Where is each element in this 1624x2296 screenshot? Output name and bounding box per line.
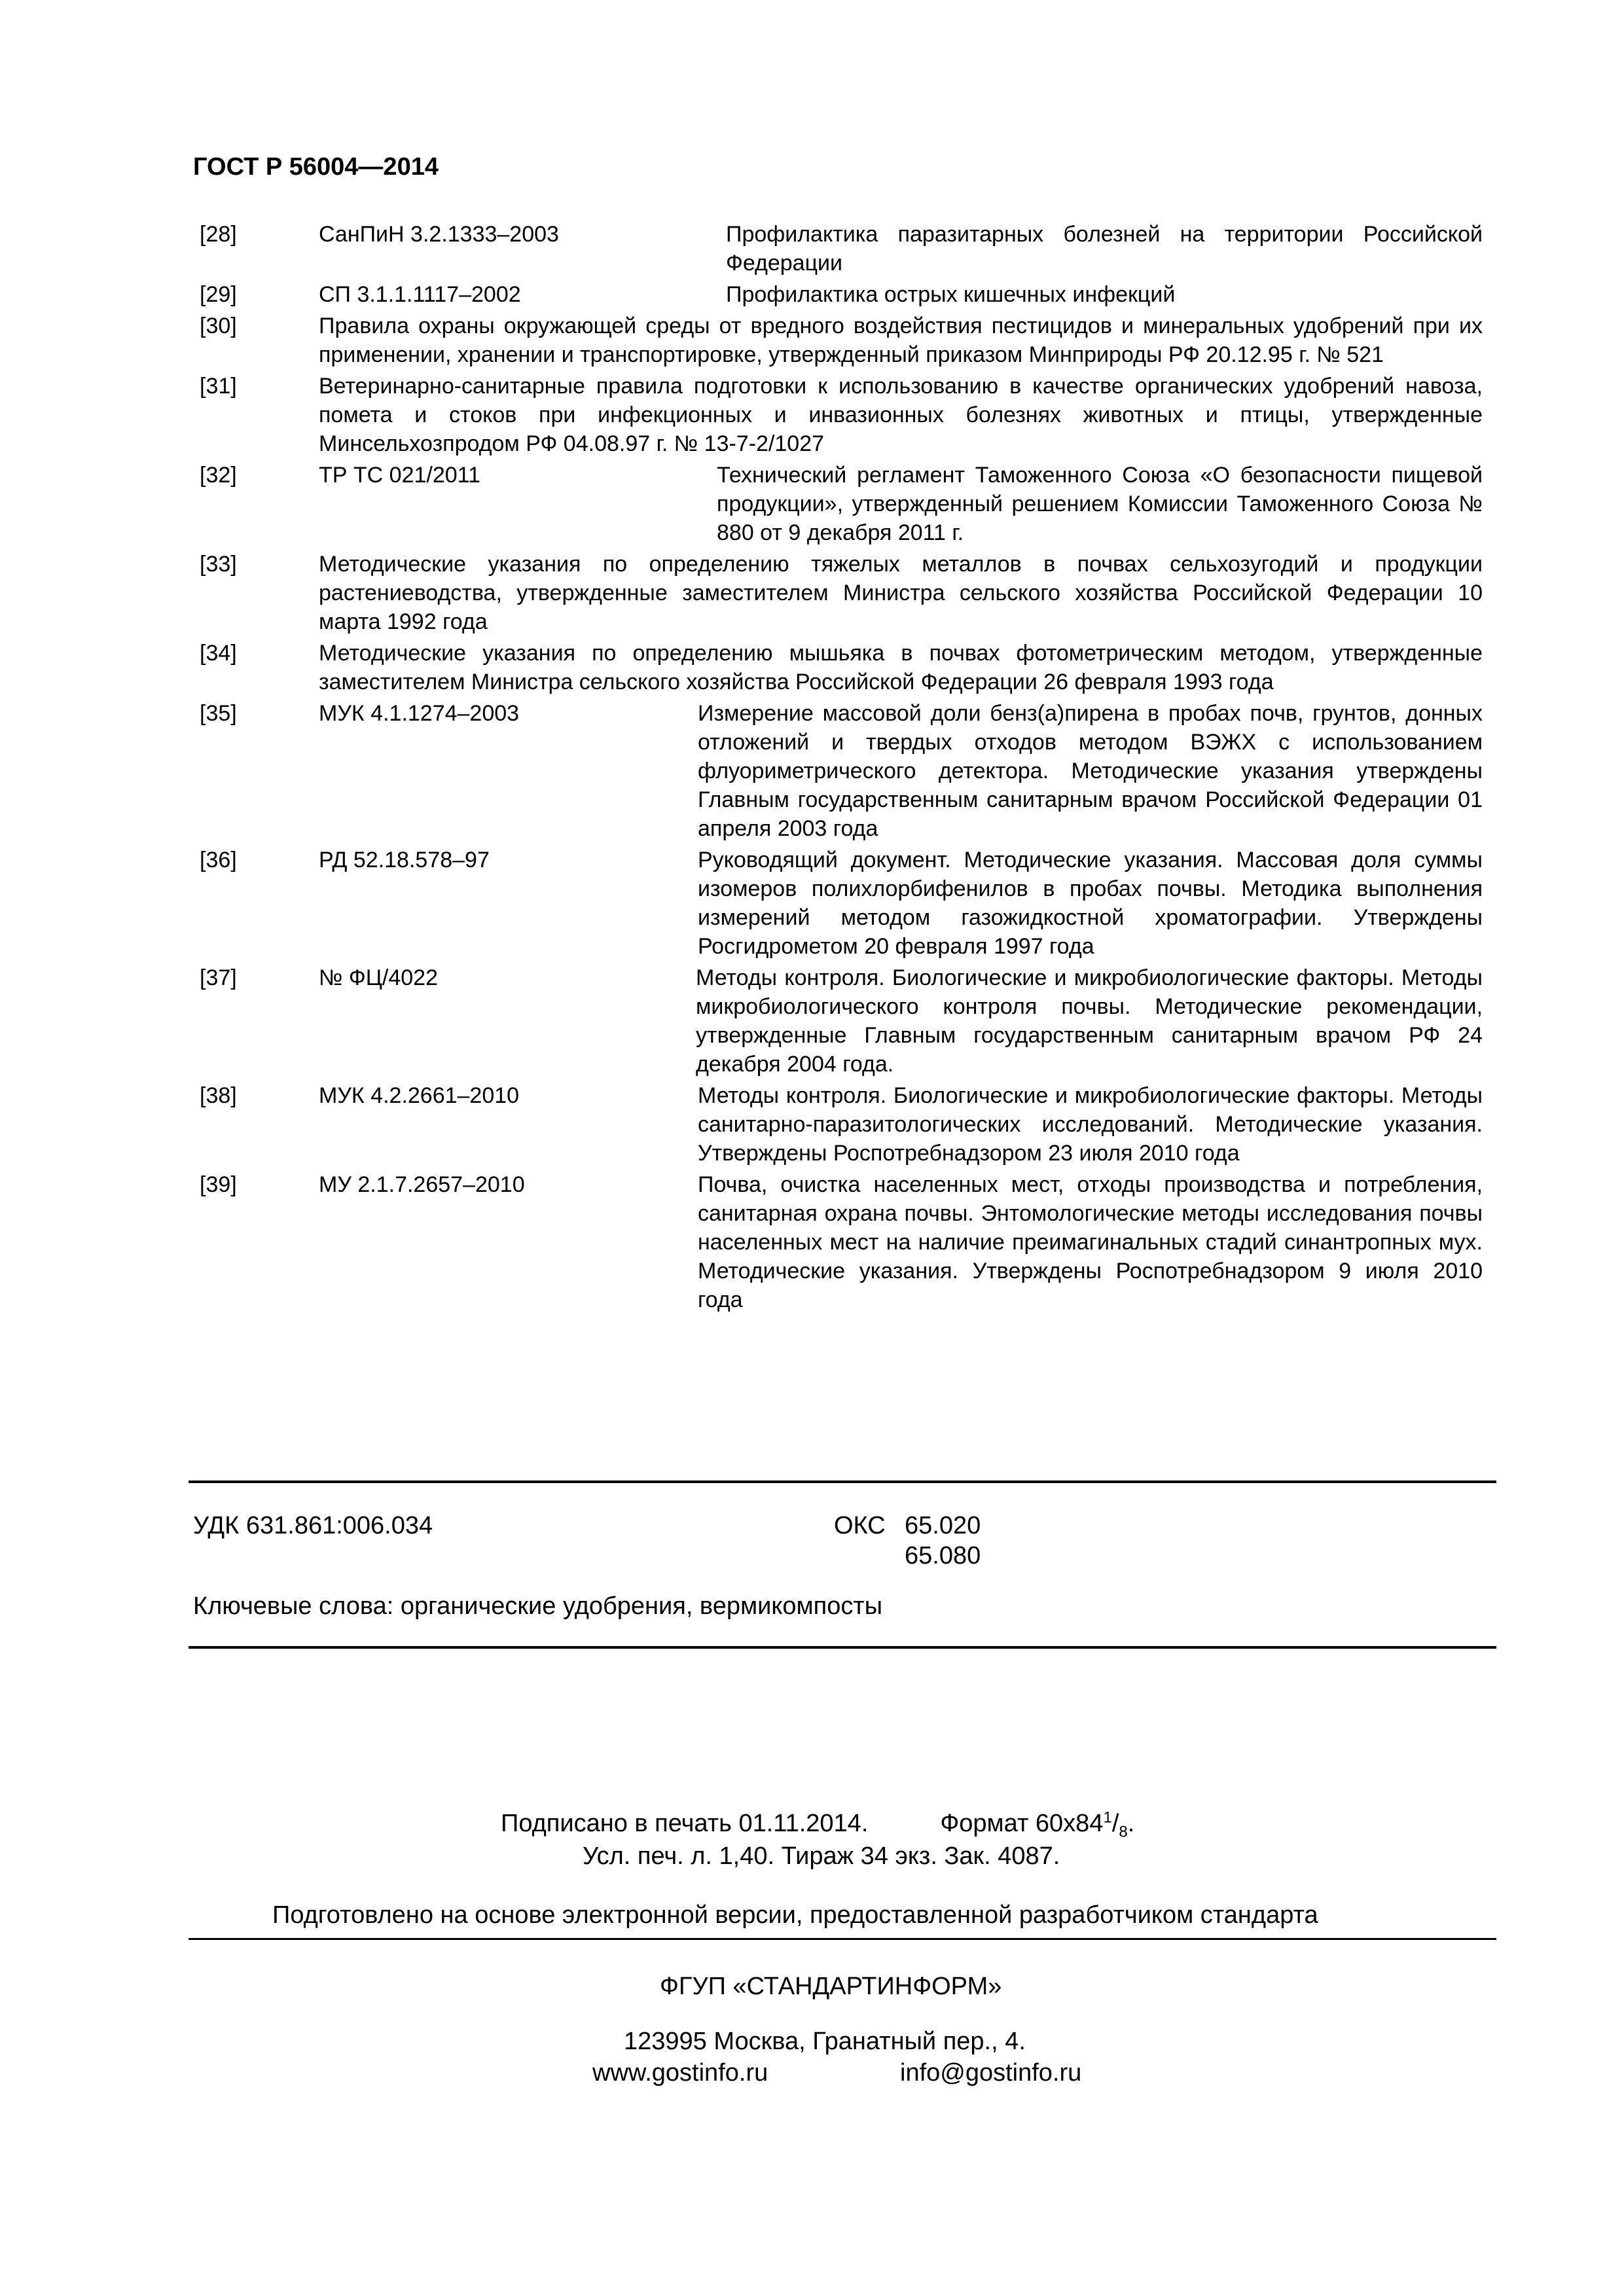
reference-code: СанПиН 3.2.1333–2003 bbox=[319, 222, 559, 247]
website-link[interactable]: www.gostinfo.ru bbox=[592, 2059, 768, 2087]
reference-number: [39] bbox=[200, 1172, 237, 1197]
udk-code: УДК 631.861:006.034 bbox=[193, 1512, 433, 1539]
document-header: ГОСТ Р 56004—2014 bbox=[193, 153, 439, 181]
reference-code: ТР ТС 021/2011 bbox=[319, 463, 480, 488]
reference-code: МУК 4.1.1274–2003 bbox=[319, 701, 520, 726]
reference-description: Измерение массовой доли бенз(а)пирена в пробах почв, грунтов, донных отложений и твердых отходов методом ВЭЖХ с использованием флуориметрического детектора. Методические указания утверждены Главным государственным санитарным врачом Российской Федерации 01 апреля 2003 года bbox=[698, 701, 1483, 841]
oks-code: 65.020 bbox=[905, 1512, 981, 1539]
reference-number: [29] bbox=[200, 282, 237, 307]
references-list bbox=[200, 220, 1483, 1317]
reference-number: [36] bbox=[200, 848, 237, 872]
reference-description: Технический регламент Таможенного Союза «О безопасности пищевой продукции», утвержденный решением Комиссии Таможенного Союза № 880 от 9 декабря 2011 г. bbox=[717, 463, 1483, 545]
reference-description: Профилактика острых кишечных инфекций bbox=[726, 282, 1176, 307]
format-label: Формат 60х84 bbox=[940, 1810, 1104, 1837]
reference-number: [34] bbox=[200, 641, 237, 666]
reference-number: [30] bbox=[200, 314, 237, 338]
reference-description: Ветеринарно-санитарные правила подготовки к использованию в качестве органических удобрений навоза, помета и стоков при инфекционных и инвазионных болезнях животных и птицы, утвержденные Минсельхозпродом РФ 04.08.97 г. № 13-7-2/1027 bbox=[319, 374, 1483, 456]
reference-number: [33] bbox=[200, 552, 237, 577]
publisher-name: ФГУП «СТАНДАРТИНФОРМ» bbox=[660, 1973, 1002, 2000]
reference-number: [37] bbox=[200, 965, 237, 990]
oks-label: ОКС bbox=[834, 1512, 886, 1539]
reference-description: Руководящий документ. Методические указания. Массовая доля суммы изомеров полихлорбифенилов в пробах почвы. Методика выполнения измерений методом газожидкостной хроматографии. Утверждены Росгидрометом 20 февраля 1997 года bbox=[698, 848, 1483, 959]
reference-code: МУ 2.1.7.2657–2010 bbox=[319, 1172, 525, 1197]
reference-description: Методические указания по определению мышьяка в почвах фотометрическим методом, утвержденные заместителем Министра сельского хозяйства Российской Федерации 26 февраля 1993 года bbox=[319, 641, 1483, 694]
reference-description: Методические указания по определению тяжелых металлов в почвах сельхозугодий и продукции растениеводства, утвержденные заместителем Министра сельского хозяйства Российской Федерации 10 марта 1992 года bbox=[319, 552, 1483, 634]
reference-number: [32] bbox=[200, 463, 237, 488]
reference-code: СП 3.1.1.1117–2002 bbox=[319, 282, 521, 307]
reference-item bbox=[200, 1081, 1483, 1168]
divider-rule bbox=[189, 1646, 1496, 1649]
reference-item bbox=[200, 639, 1483, 696]
reference-number: [38] bbox=[200, 1083, 237, 1108]
format-denominator: 8 bbox=[1119, 1823, 1128, 1841]
reference-item bbox=[200, 372, 1483, 458]
reference-description: Профилактика паразитарных болезней на территории Российской Федерации bbox=[726, 222, 1483, 276]
reference-item bbox=[200, 461, 1483, 547]
reference-description: Правила охраны окружающей среды от вредного воздействия пестицидов и минеральных удобрений при их применении, хранении и транспортировке, утвержденный приказом Минприроды РФ 20.12.95 г. № 521 bbox=[319, 314, 1483, 367]
reference-code: РД 52.18.578–97 bbox=[319, 848, 490, 872]
signed-date: Подписано в печать 01.11.2014. bbox=[501, 1810, 869, 1837]
print-details: Усл. печ. л. 1,40. Тираж 34 экз. Зак. 4087. bbox=[583, 1842, 1060, 1870]
reference-item bbox=[200, 312, 1483, 369]
reference-item bbox=[200, 280, 1483, 309]
keywords: Ключевые слова: органические удобрения, вермикомпосты bbox=[193, 1592, 883, 1620]
prepared-note: Подготовлено на основе электронной версии, предоставленной разработчиком стандарта bbox=[272, 1901, 1318, 1929]
reference-item bbox=[200, 1170, 1483, 1314]
email-link[interactable]: info@gostinfo.ru bbox=[900, 2059, 1082, 2087]
publisher-address: 123995 Москва, Гранатный пер., 4. bbox=[624, 2028, 1026, 2055]
reference-item bbox=[200, 220, 1483, 278]
format-end: . bbox=[1127, 1810, 1135, 1837]
divider-rule bbox=[189, 1938, 1496, 1940]
divider-rule bbox=[189, 1480, 1496, 1483]
reference-item bbox=[200, 963, 1483, 1079]
reference-description: Почва, очистка населенных мест, отходы производства и потребления, санитарная охрана почвы. Энтомологические методы исследования почвы населенных мест на наличие преимагинальных стадий синантропных мух. Методические указания. Утверждены Роспотребнадзором 9 июля 2010 года bbox=[698, 1172, 1483, 1312]
reference-description: Методы контроля. Биологические и микробиологические факторы. Методы микробиологического контроля почвы. Методические рекомендации, утвержденные Главным государственным санитарным врачом РФ 24 декабря 2004 года. bbox=[696, 965, 1483, 1077]
format-numerator: 1 bbox=[1103, 1808, 1112, 1827]
oks-code: 65.080 bbox=[905, 1542, 981, 1570]
imprint-signed-line: Подписано в печать 01.11.2014. Формат $60х84^1/_8$. bbox=[501, 1808, 1135, 1841]
reference-code: МУК 4.2.2661–2010 bbox=[319, 1083, 520, 1108]
reference-number: [28] bbox=[200, 222, 237, 247]
reference-item bbox=[200, 846, 1483, 961]
reference-item bbox=[200, 699, 1483, 843]
reference-number: [31] bbox=[200, 374, 237, 399]
reference-description: Методы контроля. Биологические и микробиологические факторы. Методы санитарно-паразитологических исследований. Методические указания. Утверждены Роспотребнадзором 23 июля 2010 года bbox=[698, 1083, 1483, 1166]
reference-item bbox=[200, 550, 1483, 636]
reference-code: № ФЦ/4022 bbox=[319, 965, 439, 990]
reference-number: [35] bbox=[200, 701, 237, 726]
